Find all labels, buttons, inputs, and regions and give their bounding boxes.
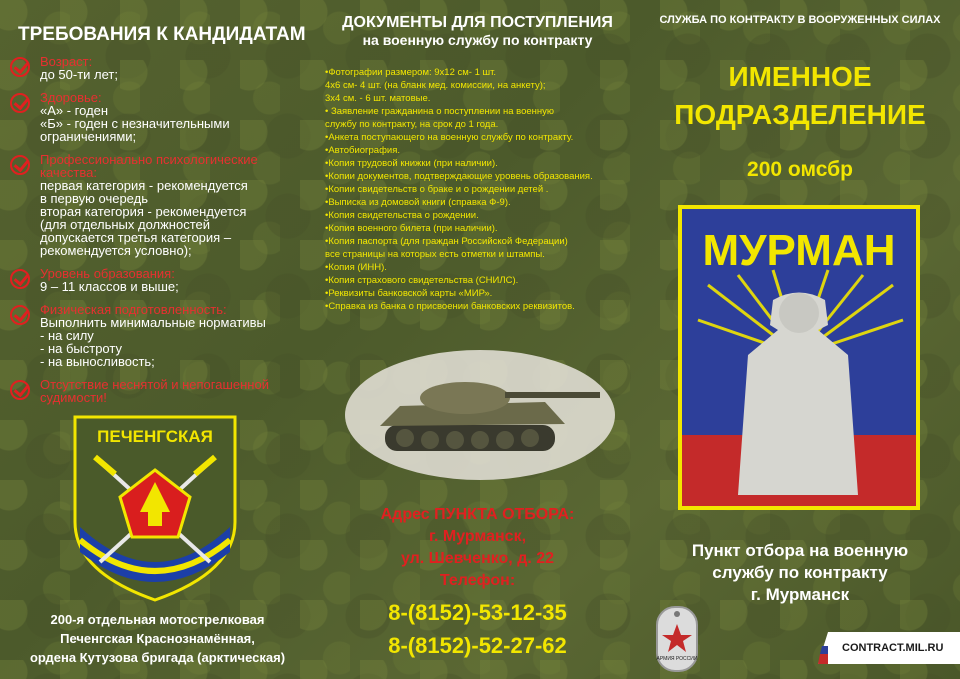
document-item: •Анкета поступающего на военную службу по контракту. [325,132,574,143]
document-item: •Копия (ИНН). [325,262,387,273]
document-item: •Копии документов, подтверждающие уровень образования. [325,171,593,182]
document-item: все страницы на которых есть отметки и штампы. [325,249,545,260]
requirement-heading: Отсутствие неснятой и непогашенной судимости! [40,377,269,405]
requirement-item [10,267,310,293]
murman-label: МУРМАН [702,226,896,275]
requirement-text: рекомендуется условно); [40,243,192,258]
requirement-text: 9 – 11 классов и выше; [40,279,179,294]
requirement-text: (для отдельных должностей [40,217,211,232]
requirement-heading: Здоровье: [40,90,102,105]
unit-title: ИМЕННОЕ ПОДРАЗДЕЛЕНИЕ [674,61,926,130]
check-icon [10,380,30,400]
document-item: •Справка из банка о присвоении банковских реквизитов. [325,301,575,312]
army-tag-icon [654,604,700,674]
document-item: службу по контракту, на срок до 1 года. [325,119,499,130]
document-item: •Фотографии размером: 9х12 см- 1 шт. [325,67,497,78]
document-item: •Автобиография. [325,145,400,156]
document-item: •Копия военного билета (при наличии). [325,223,498,234]
requirement-item [10,378,310,404]
requirement-heading: Возраст: [40,54,93,69]
document-item: •Копия страхового свидетельства (СНИЛС). [325,275,519,286]
phone-2[interactable]: 8-(8152)-52-27-62 [388,633,567,658]
document-item: •Копия паспорта (для граждан Российской Федерации) [325,236,568,247]
document-item: •Копия свидетельства о рождении. [325,210,479,221]
service-header: СЛУЖБА ПО КОНТРАКТУ В ВООРУЖЕННЫХ СИЛАХ [659,14,941,26]
recruitment-point: Пункт отбора на военную службу по контракту г. Мурманск [691,541,909,604]
requirement-text: Выполнить минимальные нормативы [40,315,266,330]
check-icon [10,93,30,113]
requirement-text: первая категория - рекомендуется [40,178,248,193]
brigade-short: 200 омсбр [747,158,853,181]
requirements-panel [0,0,315,679]
requirement-text: - на быстроту [40,341,122,356]
address-block: Адрес ПУНКТА ОТБОРА: г. Мурманск, ул. Шевченко, д. 22 Телефон: [380,506,575,589]
documents-subtitle: на военную службу по контракту [362,32,593,48]
documents-panel [315,0,640,679]
requirement-text: до 50-ти лет; [40,67,118,82]
requirement-item [10,153,310,257]
document-item: •Реквизиты банковской карты «МИР». [325,288,493,299]
tank-image [345,340,615,480]
requirements-title: ТРЕБОВАНИЯ К КАНДИДАТАМ [18,24,306,45]
requirement-text: - на выносливость; [40,354,155,369]
document-item: 4х6 см- 4 шт. (на бланк мед. комиссии, на анкету); [325,80,546,91]
phone-1[interactable]: 8-(8152)-53-12-35 [388,600,567,625]
requirement-heading: Уровень образования: [40,266,175,281]
brigade-name: 200-я отдельная мотострелковая Печенгская Краснознамённая, ордена Кутузова бригада (арктическая) [29,612,286,665]
murman-emblem [678,205,920,510]
check-icon [10,269,30,289]
document-item: • Заявление гражданина о поступлении на военную [325,106,555,117]
documents-title: ДОКУМЕНТЫ ДЛЯ ПОСТУПЛЕНИЯ [342,14,613,31]
check-icon [10,57,30,77]
pechenga-emblem [70,412,240,602]
requirements-list [10,55,310,414]
document-item: 3х4 см. - 6 шт. матовые. [325,93,431,104]
requirement-text: «Б» - годен с незначительными [40,116,230,131]
requirement-text: допускается третья категория – [40,230,232,245]
check-icon [10,155,30,175]
contract-site-link[interactable]: CONTRACT.MIL.RU [828,632,960,664]
unit-panel [640,0,960,679]
requirement-heading: Профессионально психологические качества: [40,152,258,180]
document-item: •Копия трудовой книжки (при наличии). [325,158,498,169]
requirement-text: «А» - годен [40,103,109,118]
badge-text: АРМИЯ РОССИИ [656,656,698,662]
requirement-heading: Физическая подготовленность: [40,302,227,317]
emblem-label: ПЕЧЕНГСКАЯ [97,427,213,446]
documents-list [325,66,640,313]
check-icon [10,305,30,325]
requirement-text: ограничениями; [40,129,137,144]
document-item: •Выписка из домовой книги (справка Ф-9). [325,197,511,208]
requirement-text: в первую очередь [40,191,148,206]
requirement-item [10,55,310,81]
requirement-item [10,91,310,143]
document-item: •Копии свидетельств о браке и о рождении детей . [325,184,549,195]
requirement-text: вторая категория - рекомендуется [40,204,247,219]
requirement-text: - на силу [40,328,94,343]
requirement-item [10,303,310,368]
